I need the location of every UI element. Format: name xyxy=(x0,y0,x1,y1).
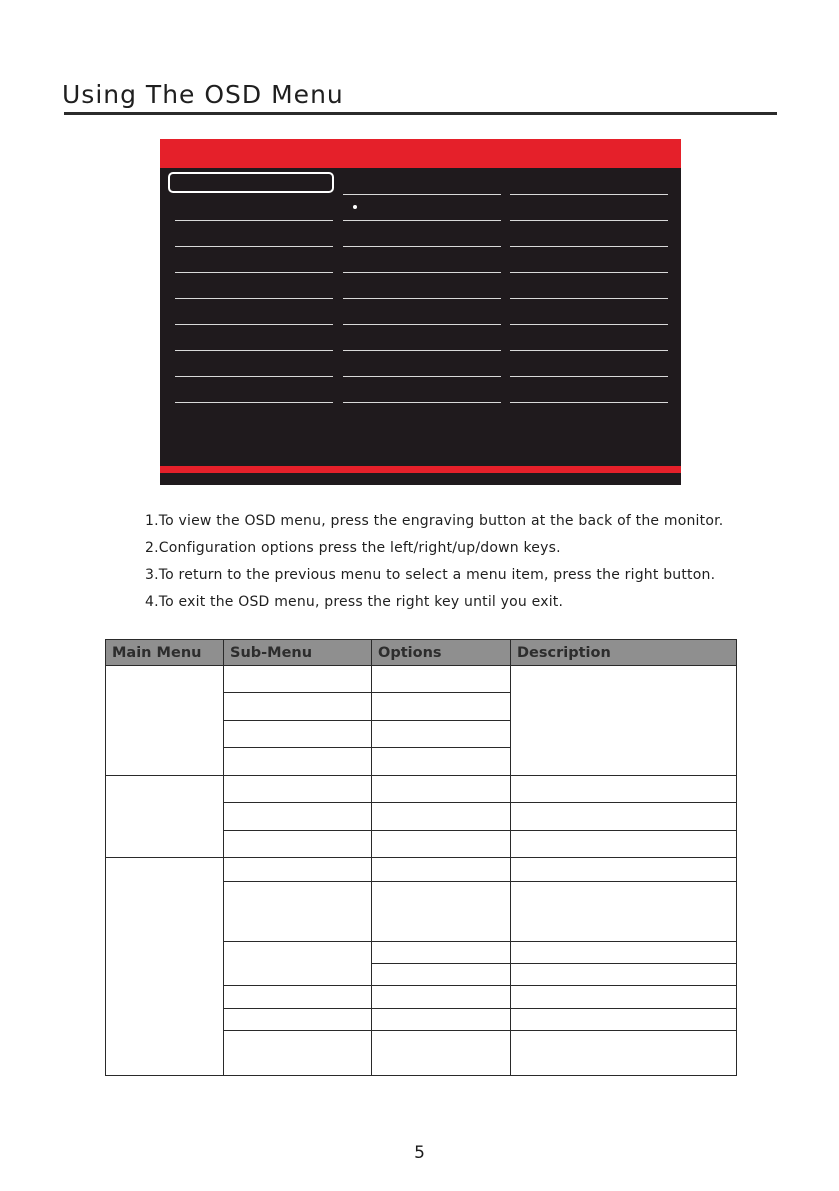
osd-menu-separator xyxy=(343,220,501,221)
sub-menu-cell xyxy=(224,1008,372,1030)
osd-menu-separator xyxy=(510,376,668,377)
main-menu-cell xyxy=(106,858,224,1076)
osd-menu-table xyxy=(105,639,737,1076)
sub-menu-cell xyxy=(224,1031,372,1076)
options-cell xyxy=(372,830,511,857)
options-cell xyxy=(372,986,511,1008)
osd-footer-bar xyxy=(160,466,681,473)
osd-menu-separator xyxy=(175,220,333,221)
osd-menu-separator xyxy=(343,324,501,325)
osd-menu-separator xyxy=(175,324,333,325)
options-cell xyxy=(372,881,511,941)
instruction-step: 4.To exit the OSD menu, press the right key until you exit. xyxy=(145,594,564,610)
osd-menu-separator xyxy=(510,194,668,195)
title-divider xyxy=(64,112,777,115)
description-cell xyxy=(511,858,737,881)
table-header-row xyxy=(106,640,737,666)
description-cell xyxy=(511,830,737,857)
osd-menu-separator xyxy=(343,402,501,403)
options-cell xyxy=(372,941,511,963)
instruction-list xyxy=(145,511,745,619)
description-cell xyxy=(511,803,737,830)
osd-menu-separator xyxy=(175,402,333,403)
page-number: 5 xyxy=(414,1143,425,1163)
options-cell xyxy=(372,693,511,720)
osd-menu-separator xyxy=(343,376,501,377)
osd-header-bar xyxy=(160,139,681,168)
sub-menu-cell xyxy=(224,803,372,830)
options-cell xyxy=(372,666,511,693)
osd-menu-separator xyxy=(343,194,501,195)
page-title: Using The OSD Menu xyxy=(62,80,344,109)
sub-menu-cell xyxy=(224,720,372,747)
options-cell xyxy=(372,1008,511,1030)
table-row xyxy=(106,666,737,693)
sub-menu-cell xyxy=(224,830,372,857)
main-menu-cell xyxy=(106,666,224,776)
osd-selected-item xyxy=(168,172,334,193)
instruction-step: 3.To return to the previous menu to select a menu item, press the right button. xyxy=(145,567,716,583)
sub-menu-cell xyxy=(224,775,372,802)
osd-menu-separator xyxy=(510,298,668,299)
description-cell xyxy=(511,986,737,1008)
table-row xyxy=(106,858,737,881)
osd-menu-separator xyxy=(510,402,668,403)
header-sub-menu: Sub-Menu xyxy=(224,640,372,666)
osd-menu-separator xyxy=(175,376,333,377)
main-menu-cell xyxy=(106,775,224,857)
description-cell xyxy=(511,1031,737,1076)
osd-menu-separator xyxy=(343,350,501,351)
options-cell xyxy=(372,720,511,747)
osd-menu-separator xyxy=(343,272,501,273)
description-cell xyxy=(511,941,737,963)
instruction-step: 2.Configuration options press the left/right/up/down keys. xyxy=(145,540,561,556)
header-main-menu: Main Menu xyxy=(106,640,224,666)
table-row xyxy=(106,775,737,802)
osd-menu-separator xyxy=(510,272,668,273)
osd-menu-separator xyxy=(343,246,501,247)
sub-menu-cell xyxy=(224,693,372,720)
osd-indicator-dot xyxy=(353,205,357,209)
options-cell xyxy=(372,858,511,881)
header-options: Options xyxy=(372,640,511,666)
description-cell xyxy=(511,775,737,802)
sub-menu-cell xyxy=(224,666,372,693)
instruction-step: 1.To view the OSD menu, press the engraving button at the back of the monitor. xyxy=(145,513,724,529)
options-cell xyxy=(372,803,511,830)
sub-menu-cell xyxy=(224,881,372,941)
osd-menu-separator xyxy=(510,246,668,247)
osd-menu-separator xyxy=(175,298,333,299)
sub-menu-cell xyxy=(224,986,372,1008)
options-cell xyxy=(372,1031,511,1076)
options-cell xyxy=(372,748,511,775)
osd-menu-separator xyxy=(175,350,333,351)
osd-menu-separator xyxy=(175,246,333,247)
sub-menu-cell xyxy=(224,941,372,986)
osd-menu-separator xyxy=(175,272,333,273)
osd-menu-separator xyxy=(510,324,668,325)
description-cell xyxy=(511,666,737,776)
options-cell xyxy=(372,964,511,986)
description-cell xyxy=(511,964,737,986)
description-cell xyxy=(511,881,737,941)
osd-menu-separator xyxy=(510,350,668,351)
sub-menu-cell xyxy=(224,748,372,775)
osd-menu-separator xyxy=(510,220,668,221)
header-description: Description xyxy=(511,640,737,666)
osd-menu-screenshot xyxy=(160,139,681,485)
sub-menu-cell xyxy=(224,858,372,881)
osd-menu-separator xyxy=(343,298,501,299)
options-cell xyxy=(372,775,511,802)
description-cell xyxy=(511,1008,737,1030)
